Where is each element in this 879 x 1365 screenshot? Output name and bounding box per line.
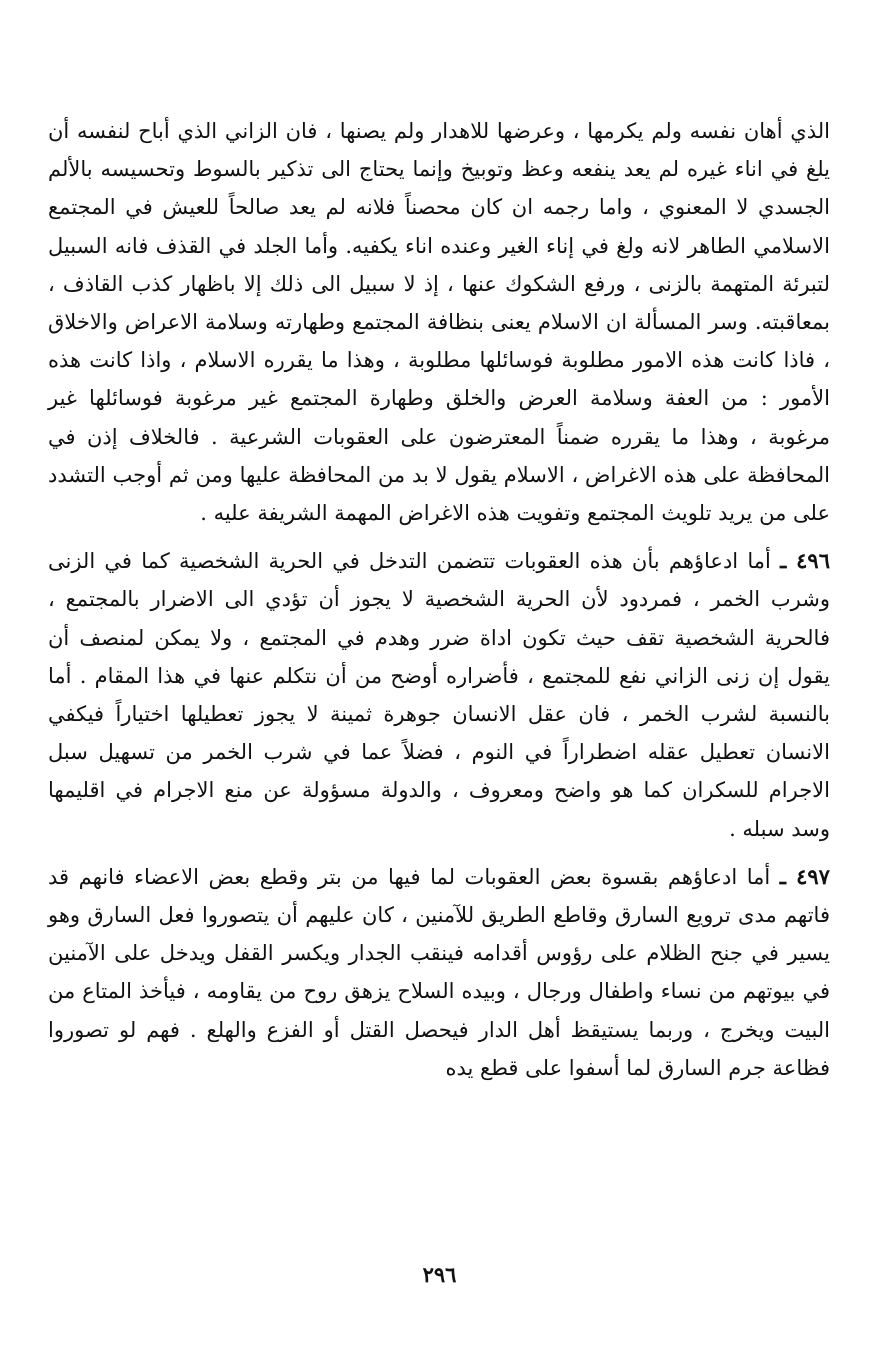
line: الى ذلك إلا باظهار كذب القاذف ، بمعاقبته. وسر المسألة ان الاسلام يعنى بنظافة xyxy=(48,271,830,335)
paragraph-496 xyxy=(48,542,830,848)
line: عن منع الاجرام في اقليمها وسد سبله . xyxy=(48,778,830,841)
line: فانهم قد فاتهم مدى ترويع السارق وقاطع الطريق للآمنين ، كان عليهم أن يتصوروا xyxy=(48,864,830,928)
line: لنفسه أن يلغ في اناء غيره لم يعد ينفعه وعظ وتوبيخ وإنما يحتاج الى تذكير بالسوط xyxy=(48,119,831,182)
line: الجلد في القذف فانه السبيل لتبرئة المتهمة بالزنى ، ورفع الشكوك عنها ، إذ لا سبيل xyxy=(48,233,830,296)
paragraph-number: ٤٩٧ ـ xyxy=(779,863,830,889)
line: أما ادعاؤهم بقسوة بعض العقوبات لما فيها من بتر وقطع بعض الاعضاء xyxy=(134,864,771,889)
line: يريد تلويث المجتمع وتفويت هذه الاغراض المهمة الشريفة عليه . xyxy=(200,501,753,526)
page-body xyxy=(48,112,830,1087)
line: للعيش في المجتمع الاسلامي الطاهر لانه ولغ في إناء الغير وعنده اناء يكفيه. وأما xyxy=(48,195,830,258)
paragraph-497 xyxy=(48,858,830,1087)
line: المجتمع وطهارته وسلامة الاعراض والاخلاق ، فاذا كانت هذه الامور مطلوبة xyxy=(48,310,830,373)
line: فعل السارق وهو يسير في جنح الظلام على رؤوس أقدامه فينقب الجدار ويكسر xyxy=(48,903,830,966)
line: أما ادعاؤهم بأن هذه العقوبات تتضمن التدخل في الحرية الشخصية كما xyxy=(141,549,771,574)
line: وتحسيسه بالألم الجسدي لا المعنوي ، واما رجمه ان كان محصناً فلانه لم يعد صالحاً xyxy=(48,157,830,220)
line: القتل أو الفزع والهلع . فهم لو تصوروا فظاعة جرم السارق لما أسفوا على قطع يده xyxy=(48,1017,830,1080)
paragraph-intro xyxy=(48,112,830,532)
line: يقرره ضمناً المعترضون على العقوبات الشرعية . فالخلاف إذن في المحافظة على هذه xyxy=(48,424,830,487)
line: بالمجتمع ، فالحرية الشخصية تقف حيث تكون اداة ضرر وهدم في المجتمع ، ولا xyxy=(48,587,830,650)
page-number: ٢٩٦ xyxy=(422,1262,457,1287)
line: روح من يقاومه ، فيأخذ المتاع من البيت ويخرج ، وربما يستيقظ أهل الدار فيحصل xyxy=(48,979,831,1042)
line: يمكن لمنصف أن يقول إن زنى الزاني نفع للمجتمع ، فأضراره أوضح من أن نتكلم xyxy=(48,625,830,688)
line: وسلامة العرض والخلق وطهارة المجتمع غير مرغوبة فوسائلها غير مرغوبة ، وهذا ما xyxy=(48,386,830,449)
line: عنها في هذا المقام . أما بالنسبة لشرب الخمر ، فان عقل الانسان جوهرة ثمينة لا يجوز xyxy=(48,663,830,727)
line: في الزنى وشرب الخمر ، فمردود لأن الحرية الشخصية لا يجوز أن تؤدي الى الاضرار xyxy=(48,549,830,612)
line: الخمر من تسهيل سبل الاجرام للسكران كما هو واضح ومعروف ، والدولة مسؤولة xyxy=(48,740,830,803)
paragraph-number: ٤٩٦ ـ xyxy=(780,548,830,574)
line: فوسائلها مطلوبة ، وهذا ما يقرره الاسلام ، واذا كانت هذه الأمور : من العفة xyxy=(48,348,830,411)
line: الاغراض ، الاسلام يقول لا بد من المحافظة عليها ومن ثم أوجب التشدد على من xyxy=(48,462,830,526)
line: الذي أهان نفسه ولم يكرمها ، وعرضها للاهدار ولم يصنها ، فان الزاني الذي أباح xyxy=(138,119,830,143)
line: تعطيلها اختياراً فيكفي الانسان تعطيل عقله اضطراراً في النوم ، فضلاً عما في شرب xyxy=(48,702,830,765)
line: القفل ويدخل على الآمنين في بيوتهم من نساء واطفال ورجال ، وبيده السلاح يزهق xyxy=(48,941,830,1004)
